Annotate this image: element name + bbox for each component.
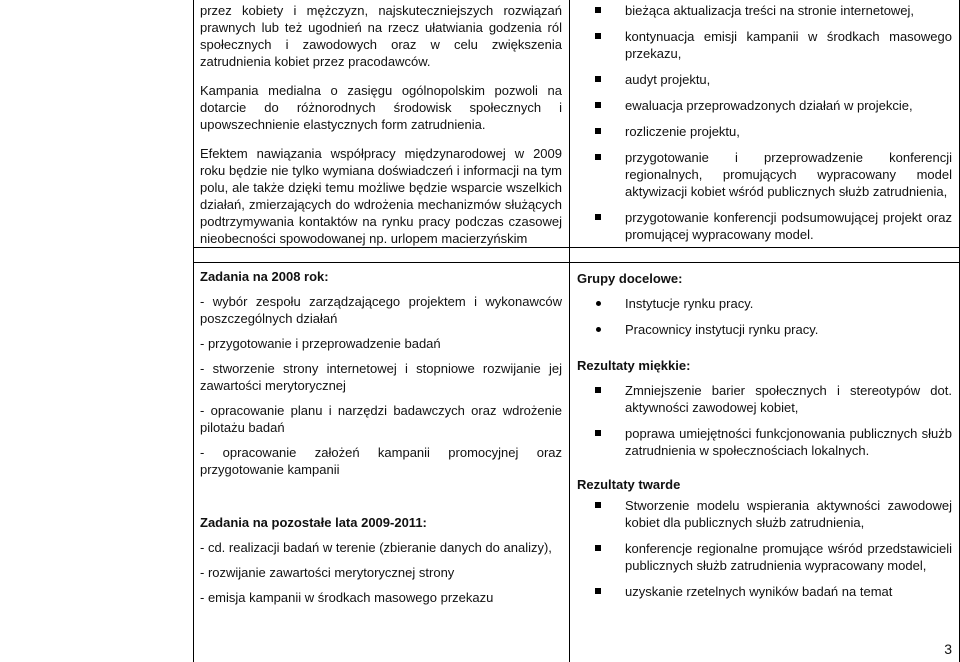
round-bullet-icon [596,327,601,332]
soft-results-heading: Rezultaty miękkie: [577,358,691,373]
bottom-right-cell [577,270,952,609]
square-bullet-icon [595,33,601,39]
paragraph-campaign: Kampania medialna o zasięgu ogólnopolskim pozwoli na dotarcie do różnorodnych środowisk społecznych i upowszechnienie elastycznych form zatrudnienia. [200,83,562,132]
page-number: 3 [944,641,952,657]
table-border-middle [569,0,570,662]
task-2008-item: - stworzenie strony internetowej i stopniowe rozwijanie jej zawartości merytorycznej [200,361,562,393]
list-item: rozliczenie projektu, [585,123,952,140]
table-row-divider-2 [193,262,960,263]
square-bullet-icon [595,387,601,393]
hard-results-list [585,497,952,600]
top-left-cell [200,2,562,247]
task-2008-item: - opracowanie planu i narzędzi badawczych oraz wdrożenie pilotażu badań [200,403,562,435]
list-item: Zmniejszenie barier społecznych i stereotypów dot. aktywności zawodowej kobiet, [585,382,952,416]
list-item: audyt projektu, [585,71,952,88]
square-bullet-icon [595,7,601,13]
list-item: przygotowanie i przeprowadzenie konferencji regionalnych, promujących wypracowany model aktywizacji kobiet wśród publicznych służb zatrudnienia, [585,149,952,200]
square-bullet-icon [595,154,601,160]
list-item: ewaluacja przeprowadzonych działań w projekcie, [585,97,952,114]
square-bullet-icon [595,128,601,134]
list-item: uzyskanie rzetelnych wyników badań na temat [585,583,952,600]
bottom-left-cell [200,268,562,606]
square-bullet-icon [595,430,601,436]
list-item: konferencje regionalne promujące wśród przedstawicieli publicznych służb zatrudnienia wypracowany model, [585,540,952,574]
task-2008-item: - wybór zespołu zarządzającego projektem i wykonawców poszczególnych działań [200,294,562,326]
list-item: Instytucje rynku pracy. [585,295,952,312]
list-item: kontynuacja emisji kampanii w środkach masowego przekazu, [585,28,952,62]
paragraph-intro: przez kobiety i mężczyzn, najskuteczniejszych rozwiązań prawnych lub też ugodnień na rzecz ułatwiania godzenia ról społecznych i zawodowych oraz w celu zwiększenia zatrudnienia kobiet przez pracodawców. [200,3,562,69]
list-item: Stworzenie modelu wspierania aktywności zawodowej kobiet dla publicznych służb zatrudnienia, [585,497,952,531]
table-border-left [193,0,194,662]
task-rest-item: - cd. realizacji badań w terenie (zbieranie danych do analizy), [200,540,552,555]
task-rest-item: - emisja kampanii w środkach masowego przekazu [200,590,494,605]
paragraph-cooperation: Efektem nawiązania współpracy międzynarodowej w 2009 roku będzie nie tylko wymiana doświadczeń i informacji na tym polu, ale także dzięki temu możliwe będzie wsparcie wszelkich działań, zmierzających do wdrożenia mechanizmów służących podtrzymywania kontaktów na rynku pracy podczas czasowej nieobecności spowodowanej np. urlopem macierzyńskim [200,146,562,246]
target-groups-list [585,295,952,338]
list-item: poprawa umiejętności funkcjonowania publicznych służb zatrudnienia w społecznościach lokalnych. [585,425,952,459]
task-2008-item: - opracowanie założeń kampanii promocyjnej oraz przygotowanie kampanii [200,445,562,477]
top-right-cell [585,2,952,252]
square-bullet-icon [595,545,601,551]
square-bullet-icon [595,588,601,594]
square-bullet-icon [595,76,601,82]
tasks-2008-heading: Zadania na 2008 rok: [200,269,329,284]
task-rest-item: - rozwijanie zawartości merytorycznej strony [200,565,455,580]
list-item: bieżąca aktualizacja treści na stronie internetowej, [585,2,952,19]
task-2008-item: - przygotowanie i przeprowadzenie badań [200,336,441,351]
square-bullet-icon [595,102,601,108]
round-bullet-icon [596,301,601,306]
hard-results-heading: Rezultaty twarde [577,477,681,492]
tasks-rest-heading: Zadania na pozostałe lata 2009-2011: [200,515,427,530]
list-item: Pracownicy instytucji rynku pracy. [585,321,952,338]
square-bullet-icon [595,214,601,220]
activities-list [585,2,952,243]
square-bullet-icon [595,502,601,508]
list-item: przygotowanie konferencji podsumowującej projekt oraz promującej wypracowany model. [585,209,952,243]
soft-results-list [585,382,952,459]
target-groups-heading: Grupy docelowe: [577,271,683,286]
